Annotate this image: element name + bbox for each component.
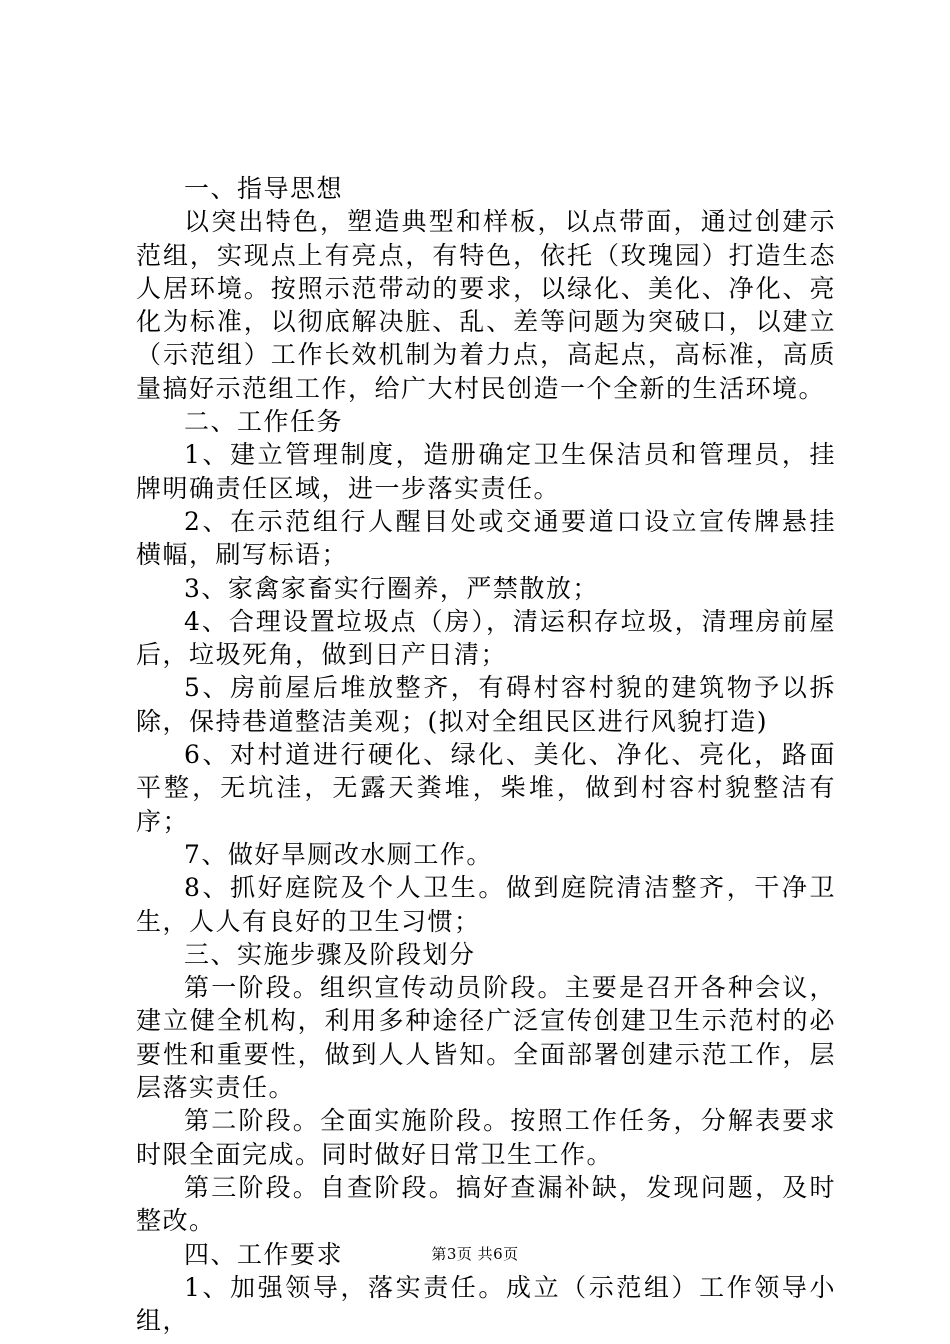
page-footer: 第3页 共6页	[431, 1245, 519, 1263]
paragraph-guiding-thought: 以突出特色，塑造典型和样板，以点带面，通过创建示范组，实现点上有亮点，有特色，依托（玫瑰园）打造生态人居环境。按照示范带动的要求，以绿化、美化、净化、亮化为标准，以彻底解决脏、乱、差等问题为突破口，以建立（示范组）工作长效机制为着力点，高起点，高标准，高质量搞好示范组工作，给广大村民创造一个全新的生活环境。	[136, 207, 836, 403]
stage-3-paragraph: 第三阶段。自查阶段。搞好查漏补缺，发现问题，及时整改。	[136, 1172, 836, 1236]
task-item-3: 3、家禽家畜实行圈养，严禁散放；	[184, 573, 599, 603]
task-item-6: 6、对村道进行硬化、绿化、美化、净化、亮化，路面平整，无坑洼，无露天粪堆，柴堆，做到村容村貌整洁有序；	[136, 740, 836, 836]
document-body	[136, 172, 836, 1337]
task-item-5: 5、房前屋后堆放整齐，有碍村容村貌的建筑物予以拆除，保持巷道整洁美观；(拟对全组民区进行风貌打造)	[136, 673, 836, 736]
heading-guiding-thought: 一、指导思想	[184, 174, 344, 203]
requirement-item-1: 1、加强领导，落实责任。成立（示范组）工作领导小组，	[136, 1272, 836, 1336]
stage-2-paragraph: 第二阶段。全面实施阶段。按照工作任务，分解表要求时限全面完成。同时做好日常卫生工作。	[136, 1106, 836, 1169]
heading-work-requirements: 四、工作要求	[184, 1239, 344, 1269]
task-item-4: 4、合理设置垃圾点（房），清运积存垃圾，清理房前屋后，垃圾死角，做到日产日清；	[136, 606, 836, 670]
heading-implementation-steps: 三、实施步骤及阶段划分	[184, 939, 476, 969]
heading-work-tasks: 二、工作任务	[184, 407, 344, 437]
task-item-1: 1、建立管理制度，造册确定卫生保洁员和管理员，挂牌明确责任区域，进一步落实责任。	[136, 440, 836, 503]
stage-1-paragraph: 第一阶段。组织宣传动员阶段。主要是召开各种会议，建立健全机构，利用多种途径广泛宣传创建卫生示范村的必要性和重要性，做到人人皆知。全面部署创建示范工作，层层落实责任。	[136, 973, 836, 1103]
task-item-2: 2、在示范组行人醒目处或交通要道口设立宣传牌悬挂横幅，刷写标语；	[136, 506, 836, 570]
task-item-8: 8、抓好庭院及个人卫生。做到庭院清洁整齐，干净卫生，人人有良好的卫生习惯；	[136, 873, 836, 936]
task-item-7: 7、做好旱厕改水厕工作。	[184, 839, 493, 869]
